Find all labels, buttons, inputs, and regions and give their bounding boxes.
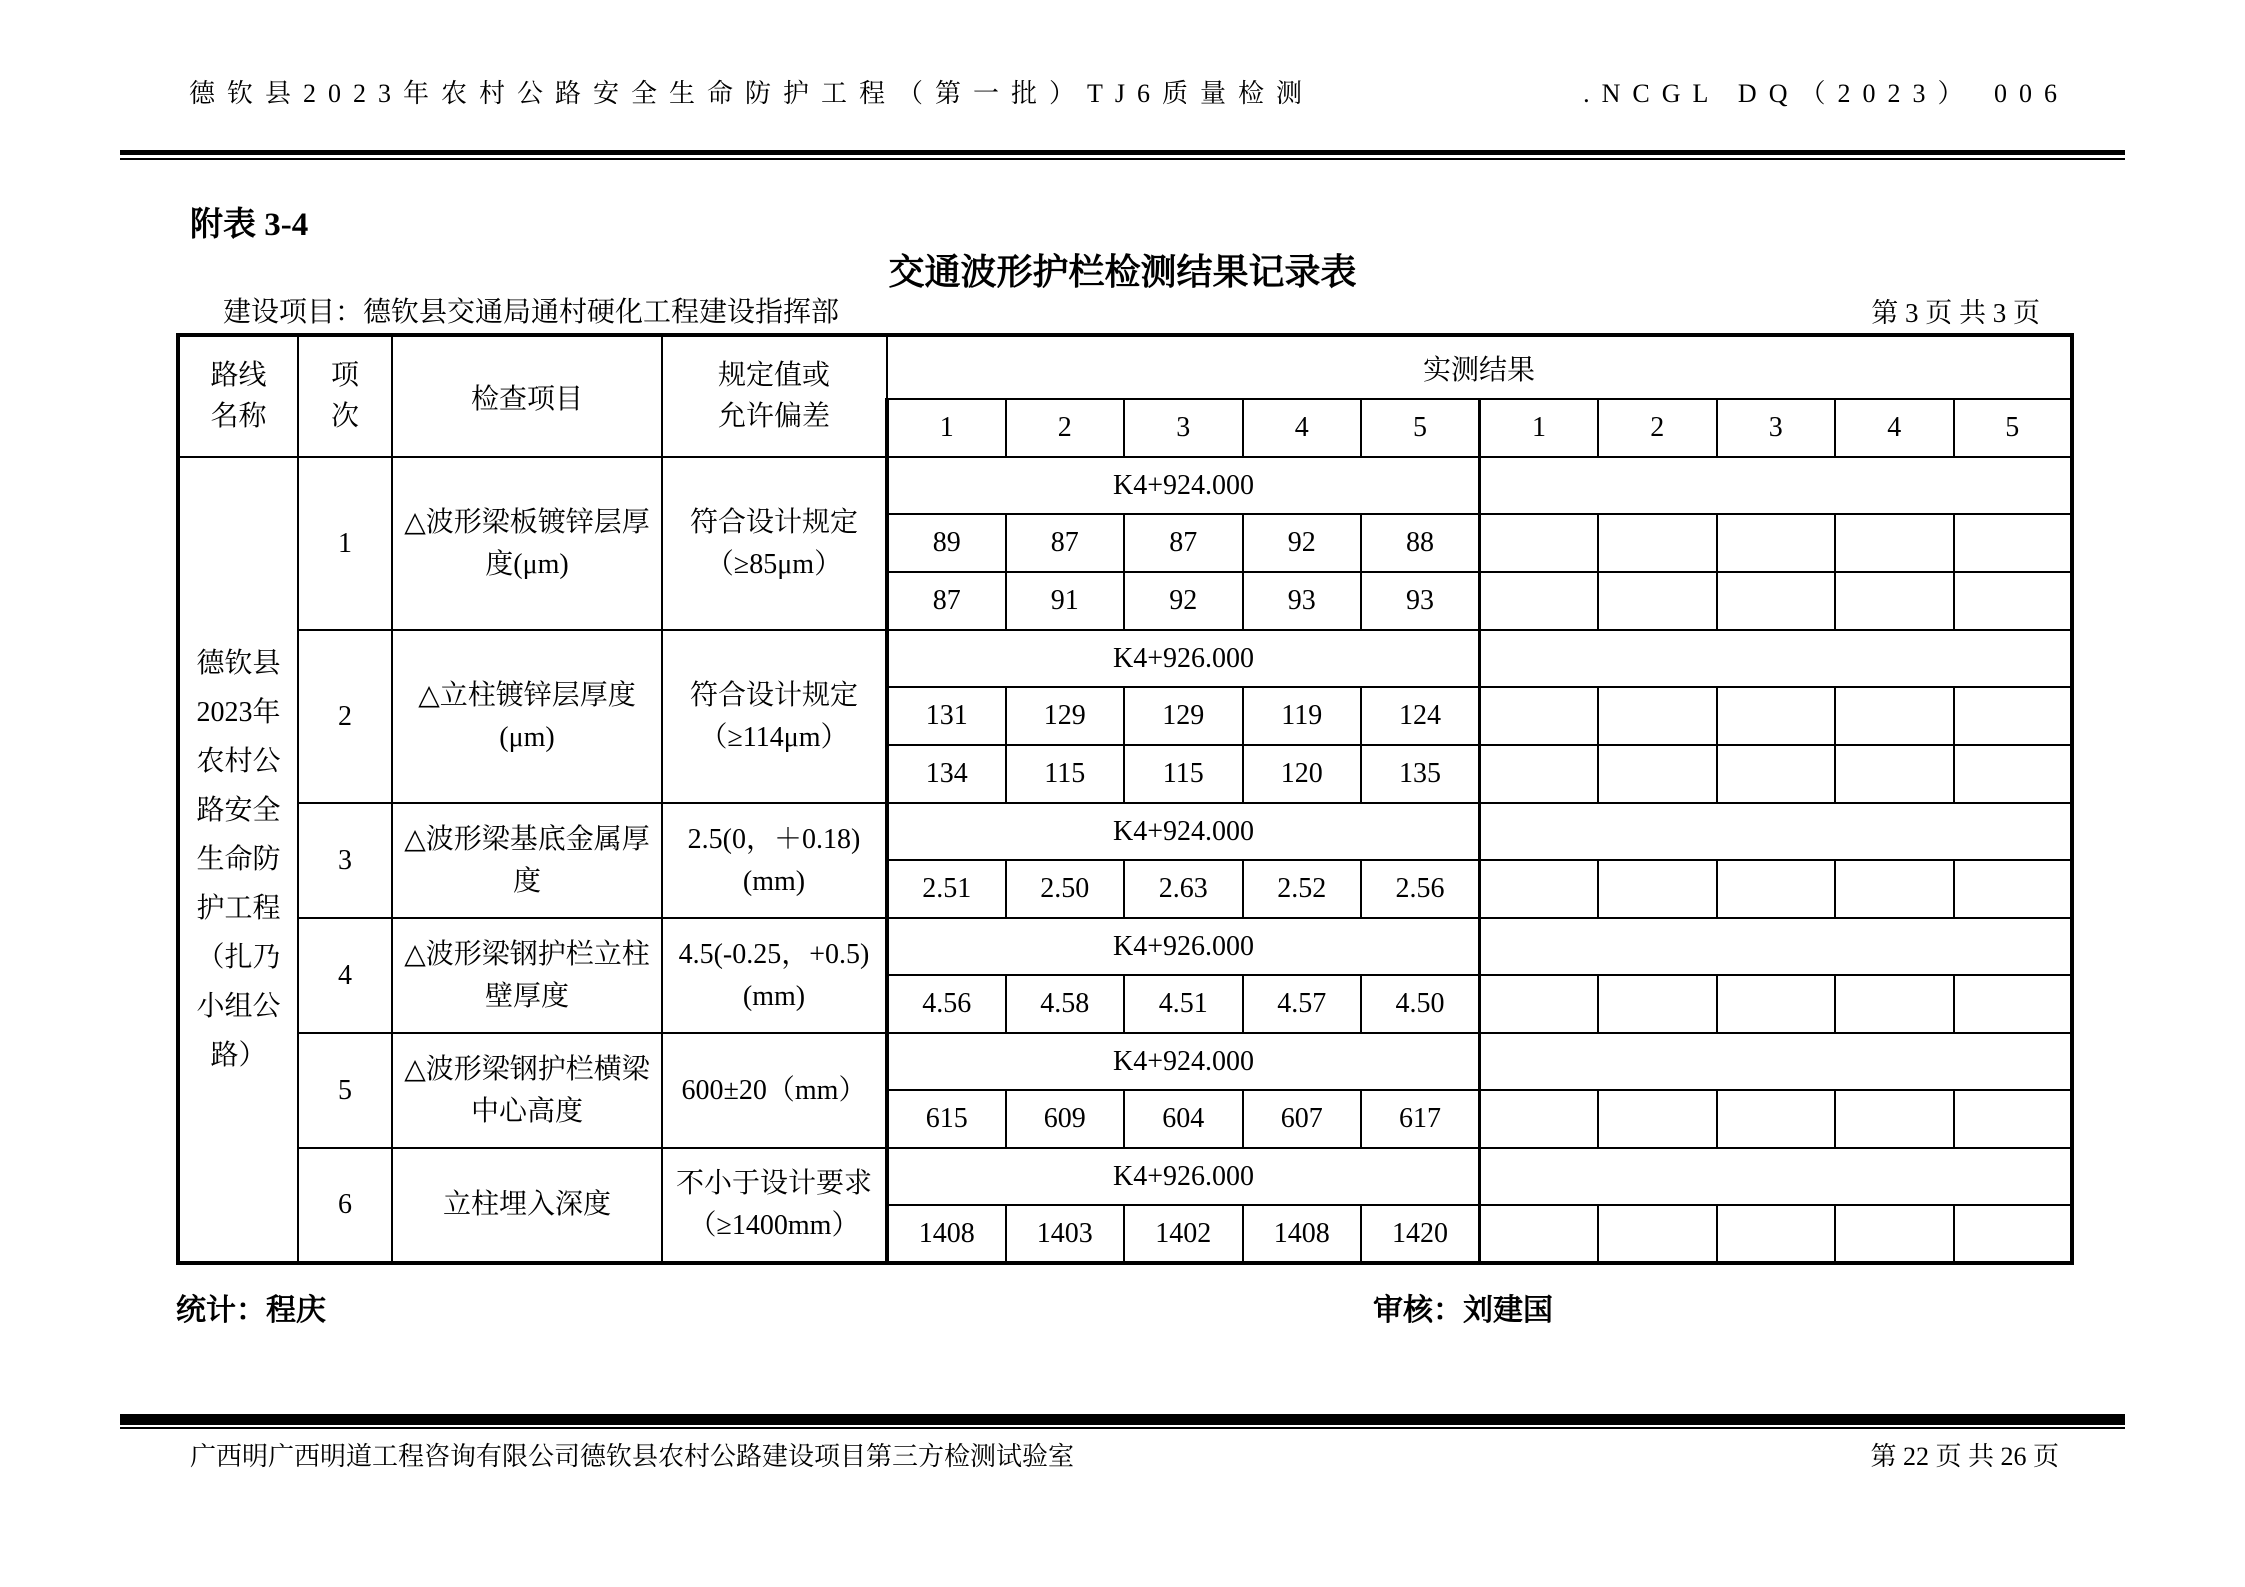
spec-cell: 600±20（mm）: [662, 1033, 887, 1148]
measure-value-cell: 91: [1006, 572, 1125, 630]
measure-value-cell: 92: [1243, 514, 1362, 572]
check-item-cell: △立柱镀锌层厚度(μm): [392, 630, 662, 803]
footer-org-name: 广西明广西明道工程咨询有限公司德钦县农村公路建设项目第三方检测试验室: [190, 1442, 1075, 1471]
item-no-cell: 2: [298, 630, 392, 803]
measure-value-cell: 604: [1124, 1090, 1243, 1148]
empty-measure-cell: [1717, 514, 1836, 572]
route-name-cell: [178, 457, 298, 1263]
check-item-cell: △波形梁钢护栏立柱壁厚度: [392, 918, 662, 1033]
measure-value-cell: 1420: [1361, 1205, 1480, 1263]
empty-measure-cell: [1598, 514, 1717, 572]
check-item-cell: 立柱埋入深度: [392, 1148, 662, 1263]
running-head-right: .NCGL DQ（2023） 006: [1583, 79, 2069, 108]
measure-value-cell: 617: [1361, 1090, 1480, 1148]
empty-measure-cell: [1954, 745, 2073, 803]
annex-label: 附表 3-4: [190, 207, 309, 243]
empty-measure-cell: [1835, 1205, 1954, 1263]
empty-measure-cell: [1954, 687, 2073, 745]
station-cell: K4+924.000: [887, 457, 1480, 514]
measure-col-header: 1: [887, 399, 1006, 457]
footer-text-row: [120, 1441, 2125, 1472]
empty-measure-cell: [1598, 1205, 1717, 1263]
empty-measure-cell: [1835, 860, 1954, 918]
empty-station-cell: [1480, 1148, 2073, 1205]
running-head: [120, 0, 2125, 112]
measure-col-header: 1: [1480, 399, 1599, 457]
empty-measure-cell: [1717, 975, 1836, 1033]
footer-page-number: 第 22 页 共 26 页: [1870, 1442, 2059, 1471]
measure-value-cell: 1403: [1006, 1205, 1125, 1263]
item-no-cell: 4: [298, 918, 392, 1033]
measure-value-cell: 135: [1361, 745, 1480, 803]
spec-cell: 符合设计规定（≥114μm）: [662, 630, 887, 803]
measure-value-cell: 129: [1006, 687, 1125, 745]
footer-divider-thin-line: [120, 1427, 2125, 1429]
signature-row: [176, 1285, 2125, 1328]
measure-value-cell: 1402: [1124, 1205, 1243, 1263]
measure-value-cell: 615: [887, 1090, 1006, 1148]
header-divider: [120, 150, 2125, 160]
check-item-cell: △波形梁基底金属厚度: [392, 803, 662, 918]
station-cell: K4+924.000: [887, 1033, 1480, 1090]
measure-value-cell: 89: [887, 514, 1006, 572]
measure-col-header: 2: [1006, 399, 1125, 457]
measure-value-cell: 2.63: [1124, 860, 1243, 918]
project-line: 建设项目：德钦县交通局通村硬化工程建设指挥部: [223, 296, 840, 328]
measure-value-cell: 4.51: [1124, 975, 1243, 1033]
empty-measure-cell: [1717, 687, 1836, 745]
empty-station-cell: [1480, 803, 2073, 860]
empty-measure-cell: [1480, 1205, 1599, 1263]
header-measured-results: 实测结果: [887, 335, 2072, 399]
item-no-cell: 1: [298, 457, 392, 630]
empty-measure-cell: [1717, 1090, 1836, 1148]
measure-value-cell: 119: [1243, 687, 1362, 745]
measure-value-cell: 4.50: [1361, 975, 1480, 1033]
measure-value-cell: 115: [1006, 745, 1125, 803]
spec-cell: 4.5(-0.25，+0.5)(mm): [662, 918, 887, 1033]
page-footer: [120, 1414, 2125, 1472]
page-indicator: 第 3 页 共 3 页: [1871, 297, 2040, 328]
measure-value-cell: 115: [1124, 745, 1243, 803]
item-no-cell: 6: [298, 1148, 392, 1263]
measure-value-cell: 88: [1361, 514, 1480, 572]
measure-value-cell: 4.56: [887, 975, 1006, 1033]
measure-value-cell: 129: [1124, 687, 1243, 745]
measure-value-cell: 609: [1006, 1090, 1125, 1148]
measure-col-header: 5: [1361, 399, 1480, 457]
item-no-cell: 3: [298, 803, 392, 918]
empty-measure-cell: [1717, 572, 1836, 630]
empty-measure-cell: [1717, 1205, 1836, 1263]
empty-measure-cell: [1480, 860, 1599, 918]
empty-measure-cell: [1480, 975, 1599, 1033]
header-divider-thin-line: [120, 158, 2125, 160]
empty-measure-cell: [1598, 1090, 1717, 1148]
measure-value-cell: 2.50: [1006, 860, 1125, 918]
empty-measure-cell: [1480, 687, 1599, 745]
empty-measure-cell: [1480, 745, 1599, 803]
measure-col-header: 4: [1243, 399, 1362, 457]
measure-value-cell: 93: [1243, 572, 1362, 630]
empty-measure-cell: [1598, 975, 1717, 1033]
inspection-table: [176, 333, 2074, 1265]
empty-measure-cell: [1954, 860, 2073, 918]
empty-measure-cell: [1598, 572, 1717, 630]
check-item-cell: △波形梁板镀锌层厚度(μm): [392, 457, 662, 630]
spec-cell: 不小于设计要求（≥1400mm）: [662, 1148, 887, 1263]
empty-measure-cell: [1835, 975, 1954, 1033]
empty-measure-cell: [1480, 572, 1599, 630]
empty-measure-cell: [1598, 687, 1717, 745]
empty-measure-cell: [1480, 514, 1599, 572]
empty-measure-cell: [1717, 745, 1836, 803]
measure-value-cell: 131: [887, 687, 1006, 745]
measure-value-cell: 87: [1124, 514, 1243, 572]
empty-measure-cell: [1954, 572, 2073, 630]
page-content: [120, 0, 2125, 1328]
spec-cell: 2.5(0，＋0.18)(mm): [662, 803, 887, 918]
footer-divider-thick-bar: [120, 1414, 2125, 1425]
measure-value-cell: 124: [1361, 687, 1480, 745]
empty-measure-cell: [1954, 1205, 2073, 1263]
page-title: 交通波形护栏检测结果记录表: [888, 251, 1357, 292]
measure-value-cell: 1408: [887, 1205, 1006, 1263]
empty-measure-cell: [1835, 745, 1954, 803]
measure-value-cell: 120: [1243, 745, 1362, 803]
measure-col-header: 3: [1717, 399, 1836, 457]
measure-value-cell: 134: [887, 745, 1006, 803]
empty-measure-cell: [1598, 860, 1717, 918]
measure-value-cell: 4.57: [1243, 975, 1362, 1033]
measure-value-cell: 2.52: [1243, 860, 1362, 918]
empty-measure-cell: [1954, 975, 2073, 1033]
empty-station-cell: [1480, 457, 2073, 514]
measure-value-cell: 87: [887, 572, 1006, 630]
measure-col-header: 4: [1835, 399, 1954, 457]
empty-measure-cell: [1835, 687, 1954, 745]
measure-value-cell: 2.51: [887, 860, 1006, 918]
measure-value-cell: 93: [1361, 572, 1480, 630]
empty-station-cell: [1480, 918, 2073, 975]
measure-value-cell: 92: [1124, 572, 1243, 630]
empty-station-cell: [1480, 630, 2073, 687]
empty-measure-cell: [1598, 745, 1717, 803]
station-cell: K4+926.000: [887, 630, 1480, 687]
header-check-item: 检查项目: [392, 335, 662, 457]
header-route-name: 路线名称: [178, 335, 298, 457]
measure-value-cell: 87: [1006, 514, 1125, 572]
check-item-cell: △波形梁钢护栏横梁中心高度: [392, 1033, 662, 1148]
empty-measure-cell: [1717, 860, 1836, 918]
reviewer-label: 审核：刘建国: [1373, 1294, 1553, 1328]
spec-cell: 符合设计规定（≥85μm）: [662, 457, 887, 630]
station-cell: K4+926.000: [887, 918, 1480, 975]
measure-col-header: 3: [1124, 399, 1243, 457]
route-name: 德钦县2023年农村公路安全生命防护工程（扎乃小组公路）: [196, 648, 281, 1072]
empty-measure-cell: [1954, 1090, 2073, 1148]
empty-measure-cell: [1835, 514, 1954, 572]
measure-col-header: 5: [1954, 399, 2073, 457]
measure-value-cell: 1408: [1243, 1205, 1362, 1263]
statistician-label: 统计：程庆: [176, 1294, 326, 1328]
station-cell: K4+924.000: [887, 803, 1480, 860]
empty-station-cell: [1480, 1033, 2073, 1090]
header-spec: 规定值或允许偏差: [662, 335, 887, 457]
empty-measure-cell: [1954, 514, 2073, 572]
subtitle-row: [120, 296, 2125, 334]
empty-measure-cell: [1480, 1090, 1599, 1148]
measure-value-cell: 607: [1243, 1090, 1362, 1148]
station-cell: K4+926.000: [887, 1148, 1480, 1205]
empty-measure-cell: [1835, 1090, 1954, 1148]
measure-value-cell: 4.58: [1006, 975, 1125, 1033]
running-head-left: 德钦县2023年农村公路安全生命防护工程（第一批）TJ6质量检测: [189, 79, 1315, 108]
measure-col-header: 2: [1598, 399, 1717, 457]
item-no-cell: 5: [298, 1033, 392, 1148]
header-item-no: 项次: [298, 335, 392, 457]
measure-value-cell: 2.56: [1361, 860, 1480, 918]
empty-measure-cell: [1835, 572, 1954, 630]
